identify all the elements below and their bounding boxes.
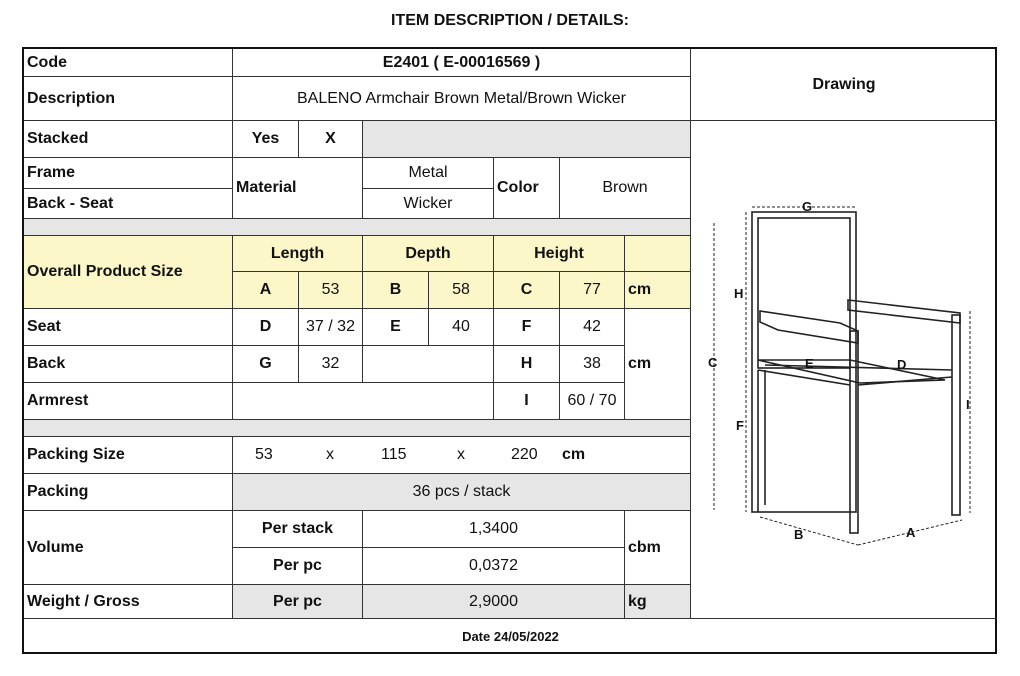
back-seat-label: Back - Seat bbox=[24, 189, 233, 219]
back-seat-value: Wicker bbox=[363, 189, 494, 219]
armrest-blank bbox=[233, 383, 494, 420]
section-spacer-2 bbox=[24, 420, 691, 437]
packing-label: Packing bbox=[24, 474, 233, 511]
seat-label: Seat bbox=[24, 309, 233, 346]
overall-size-label: Overall Product Size bbox=[24, 236, 233, 309]
per-stack-label: Per stack bbox=[233, 511, 363, 548]
dim-d-value: 37 / 32 bbox=[299, 309, 363, 346]
packing-size-x2: x bbox=[457, 446, 465, 463]
packing-size-label: Packing Size bbox=[24, 437, 233, 474]
overall-unit: cm bbox=[625, 272, 691, 309]
packing-size-unit: cm bbox=[562, 446, 586, 463]
packing-size-x1: x bbox=[326, 446, 334, 463]
weight-value: 2,9000 bbox=[363, 585, 625, 619]
back-label: Back bbox=[24, 346, 233, 383]
frame-value: Metal bbox=[363, 158, 494, 189]
volume-per-pc-value: 0,0372 bbox=[363, 548, 625, 585]
stacked-label: Stacked bbox=[24, 121, 233, 158]
frame-label: Frame bbox=[24, 158, 233, 189]
date-footer: Date 24/05/2022 bbox=[462, 629, 559, 644]
stacked-blank bbox=[363, 121, 691, 158]
dim-e-value: 40 bbox=[429, 309, 494, 346]
drawing-letter-a: A bbox=[906, 525, 916, 540]
drawing-letter-i: I bbox=[966, 397, 970, 412]
dim-f-value: 42 bbox=[560, 309, 625, 346]
armrest-label: Armrest bbox=[24, 383, 233, 420]
chair-leg-front-right bbox=[952, 315, 960, 515]
dim-d-letter: D bbox=[233, 309, 299, 346]
packing-size-depth: 115 bbox=[381, 446, 407, 463]
color-value: Brown bbox=[560, 158, 691, 219]
dim-e-letter: E bbox=[363, 309, 429, 346]
dim-a-value: 53 bbox=[299, 272, 363, 309]
drawing-letter-b: B bbox=[794, 527, 804, 542]
volume-unit: cbm bbox=[625, 511, 691, 585]
weight-unit: kg bbox=[625, 585, 691, 619]
back-blank bbox=[363, 346, 494, 383]
drawing-letter-d: D bbox=[897, 357, 907, 372]
volume-label: Volume bbox=[24, 511, 233, 585]
dim-b-value: 58 bbox=[429, 272, 494, 309]
drawing-header: Drawing bbox=[691, 49, 997, 121]
dim-g-value: 32 bbox=[299, 346, 363, 383]
volume-per-pc-label: Per pc bbox=[233, 548, 363, 585]
weight-per-pc-label: Per pc bbox=[233, 585, 363, 619]
drawing-letter-g: G bbox=[802, 199, 813, 214]
chair-armrest-left bbox=[760, 311, 858, 343]
packing-size-row bbox=[233, 437, 691, 474]
per-stack-value: 1,3400 bbox=[363, 511, 625, 548]
stacked-mark: X bbox=[299, 121, 363, 158]
chair-armrest-right bbox=[848, 300, 960, 323]
length-header: Length bbox=[233, 236, 363, 272]
dim-line-b bbox=[760, 517, 858, 545]
stacked-yes: Yes bbox=[233, 121, 299, 158]
overall-header-blank bbox=[625, 236, 691, 272]
drawing-letter-h: H bbox=[734, 286, 744, 301]
dim-f-letter: F bbox=[494, 309, 560, 346]
drawing-letter-e: E bbox=[805, 356, 814, 371]
section-spacer bbox=[24, 219, 691, 236]
dim-g-letter: G bbox=[233, 346, 299, 383]
dim-i-value: 60 / 70 bbox=[560, 383, 625, 420]
packing-value: 36 pcs / stack bbox=[233, 474, 691, 511]
dim-c-value: 77 bbox=[560, 272, 625, 309]
description-label: Description bbox=[24, 77, 233, 121]
dim-a-letter: A bbox=[233, 272, 299, 309]
chair-back-inner bbox=[758, 218, 850, 368]
drawing-letter-f: F bbox=[736, 418, 744, 433]
dim-c-letter: C bbox=[494, 272, 560, 309]
height-header: Height bbox=[494, 236, 625, 272]
packing-size-length: 53 bbox=[255, 446, 273, 463]
dim-h-letter: H bbox=[494, 346, 560, 383]
drawing-letter-c: C bbox=[708, 355, 718, 370]
depth-header: Depth bbox=[363, 236, 494, 272]
code-label: Code bbox=[24, 49, 233, 77]
code-value: E2401 ( E-00016569 ) bbox=[233, 49, 691, 77]
document-title: ITEM DESCRIPTION / DETAILS: bbox=[391, 12, 629, 29]
dim-h-value: 38 bbox=[560, 346, 625, 383]
weight-label: Weight / Gross bbox=[24, 585, 233, 619]
dim-b-letter: B bbox=[363, 272, 429, 309]
description-value: BALENO Armchair Brown Metal/Brown Wicker bbox=[233, 77, 691, 121]
chair-drawing bbox=[690, 155, 990, 555]
dim-i-letter: I bbox=[494, 383, 560, 420]
material-label: Material bbox=[233, 158, 363, 219]
seat-back-unit: cm bbox=[625, 309, 691, 420]
packing-size-height: 220 bbox=[511, 446, 538, 463]
color-label: Color bbox=[494, 158, 560, 219]
